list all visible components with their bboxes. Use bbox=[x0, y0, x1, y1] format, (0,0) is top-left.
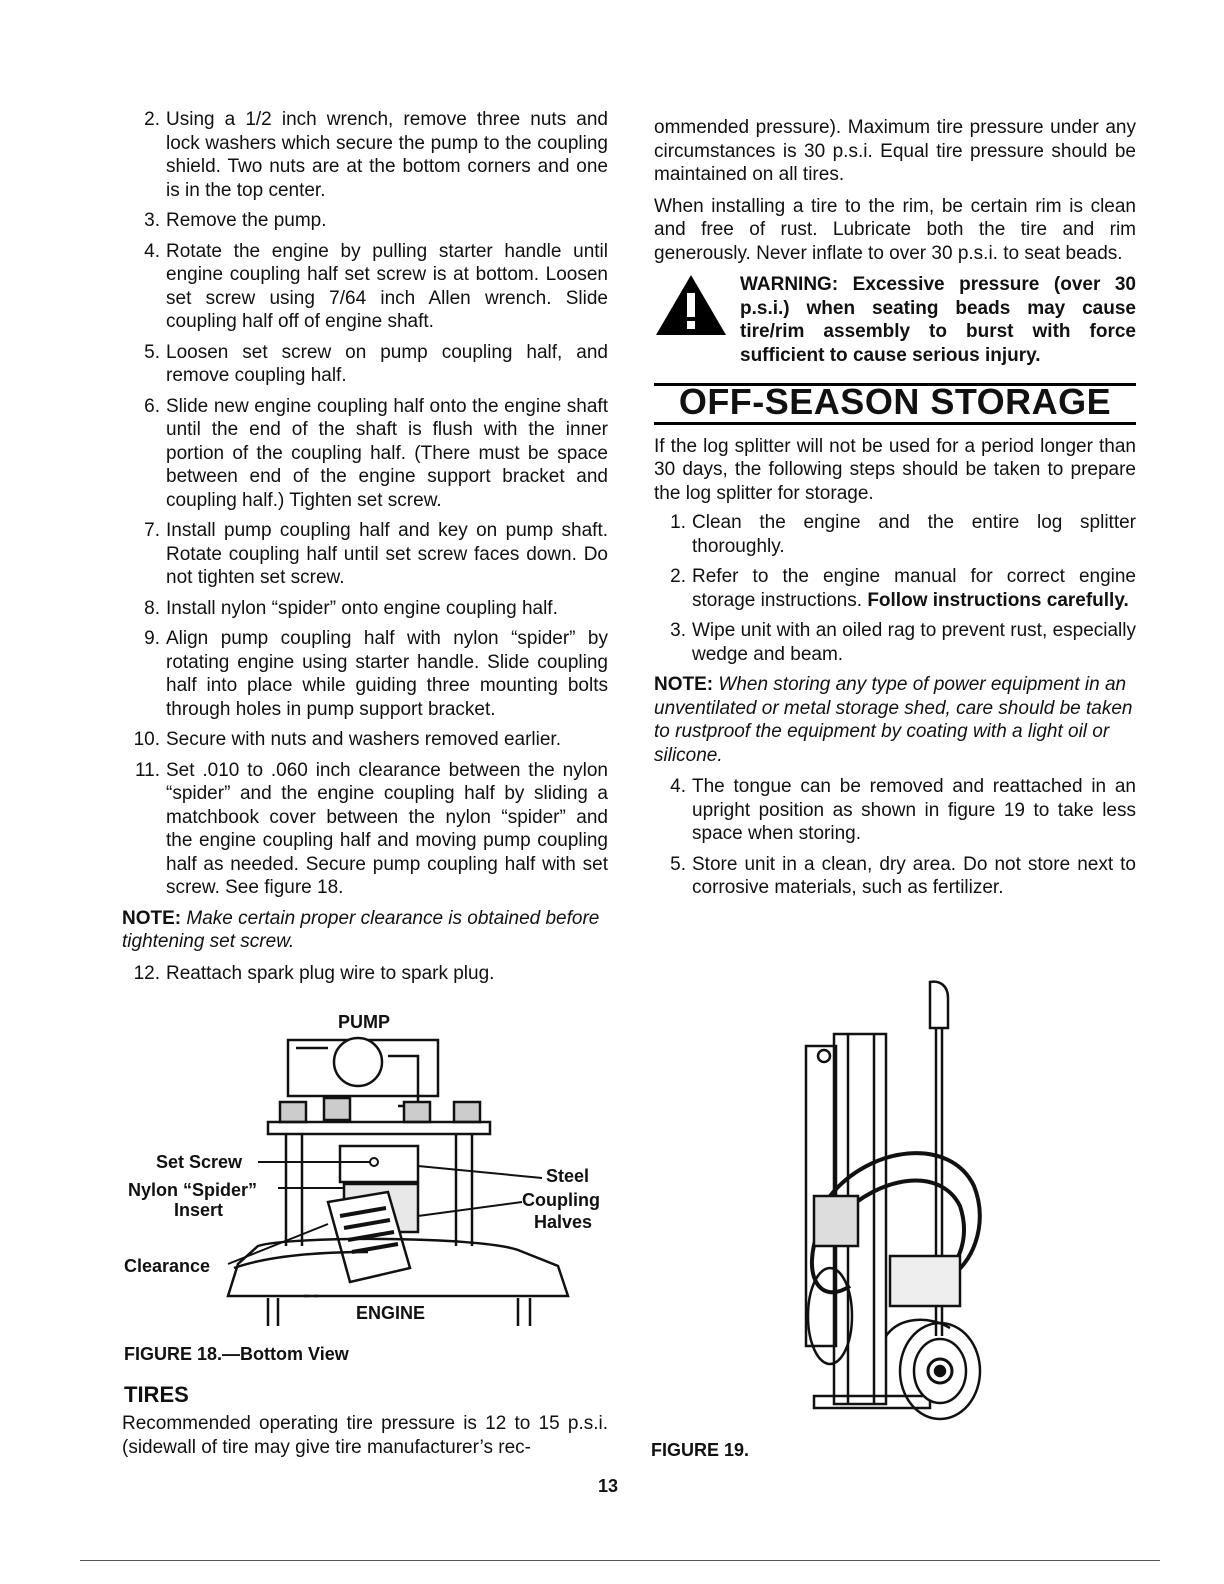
step-number: 5. bbox=[670, 853, 686, 875]
step-text-wrap bbox=[692, 565, 1136, 612]
step-number: 5. bbox=[144, 341, 160, 363]
step-text: Reattach spark plug wire to spark plug. bbox=[166, 962, 495, 984]
step-number: 2. bbox=[670, 566, 686, 587]
figure-18-caption: FIGURE 18.—Bottom View bbox=[124, 1344, 349, 1364]
list-item bbox=[122, 209, 608, 233]
storage-steps-a bbox=[654, 511, 1136, 666]
warning-text: WARNING: Excessive pressure (over 30 p.s.i.) when seating beads may cause tire/rim assembly to burst with force sufficient to cause serious injury. bbox=[740, 274, 1136, 366]
left-steps-list-2 bbox=[122, 962, 608, 986]
warning-block bbox=[654, 273, 1136, 367]
tires-text: Recommended operating tire pressure is 12 to 15 p.s.i. (sidewall of tire may give tire manufacturer’s rec- bbox=[122, 1413, 608, 1458]
list-item bbox=[122, 627, 608, 721]
list-item bbox=[654, 511, 1136, 558]
step-text: Set .010 to .060 inch clearance between the nylon “spider” and the engine coupling half by sliding a matchbook cover between the nylon “spider” and the engine coupling half and moving pump coupling half as needed. Secure pump coupling half with set screw. See figure 18. bbox=[166, 759, 608, 898]
step-number: 4. bbox=[670, 776, 686, 797]
step-text: Using a 1/2 inch wrench, remove three nuts and lock washers which secure the pump to the coupling shield. Two nuts are at the bottom corners and one is in the top center. bbox=[166, 109, 608, 201]
page-number: 13 bbox=[598, 1476, 619, 1496]
figure-19-log-splitter-upright bbox=[790, 976, 990, 1426]
left-steps-list bbox=[122, 108, 608, 900]
halves-label: Halves bbox=[534, 1212, 593, 1232]
right-column bbox=[654, 116, 1136, 907]
figure-19-caption: FIGURE 19. bbox=[651, 1440, 750, 1460]
step-number: 1. bbox=[670, 512, 686, 533]
note-text: Make certain proper clearance is obtained before tightening set screw. bbox=[122, 907, 600, 952]
tire-install-paragraph: When installing a tire to the rim, be certain rim is clean and free of rust. Lubricate both the tire and rim generously. Never inflate to over 30 p.s.i. to seat beads. bbox=[654, 195, 1136, 264]
list-item bbox=[122, 108, 608, 202]
storage-intro: If the log splitter will not be used for a period longer than 30 days, the following steps should be taken to prepare the log splitter for storage. bbox=[654, 435, 1136, 504]
storage-steps-b bbox=[654, 775, 1136, 900]
figure-18-coupling-diagram bbox=[118, 1006, 618, 1336]
insert-label: Insert bbox=[174, 1200, 224, 1220]
step-bold-text: Follow instructions carefully. bbox=[867, 589, 1129, 611]
note-label: NOTE: bbox=[654, 674, 714, 695]
step-number: 7. bbox=[144, 520, 160, 541]
nylon-spider-label: Nylon “Spider” bbox=[128, 1180, 258, 1200]
bottom-rule bbox=[80, 1560, 1160, 1561]
step-number: 10. bbox=[133, 729, 160, 750]
pump-label: PUMP bbox=[338, 1012, 391, 1032]
step-text: Install pump coupling half and key on pump shaft. Rotate coupling half until set screw faces down. Do not tighten set screw. bbox=[166, 520, 608, 588]
list-item bbox=[122, 341, 608, 388]
step-number: 3. bbox=[670, 620, 686, 641]
step-number: 3. bbox=[144, 210, 160, 231]
left-note bbox=[122, 907, 608, 954]
list-item bbox=[122, 962, 608, 986]
clearance-label: Clearance bbox=[124, 1256, 211, 1276]
step-number: 2. bbox=[144, 109, 160, 130]
step-text: Align pump coupling half with nylon “spider” by rotating engine using starter handle. Slide coupling half into place while guiding three mounting bolts through holes in pump support bracket. bbox=[166, 628, 608, 720]
note-label: NOTE: bbox=[122, 907, 182, 929]
step-text: Refer to the engine manual for correct engine storage instructions. bbox=[692, 566, 1136, 611]
step-number: 9. bbox=[144, 628, 160, 649]
set-screw-label: Set Screw bbox=[156, 1152, 243, 1172]
step-number: 11. bbox=[134, 759, 160, 781]
list-item bbox=[122, 240, 608, 334]
list-item bbox=[122, 728, 608, 752]
left-column bbox=[122, 108, 608, 992]
step-number: 6. bbox=[144, 395, 160, 417]
tires-heading: TIRES bbox=[124, 1382, 189, 1407]
step-text: Secure with nuts and washers removed earlier. bbox=[166, 729, 561, 750]
coupling-label: Coupling bbox=[522, 1190, 600, 1210]
step-text: The tongue can be removed and reattached in an upright position as shown in figure 19 to take less space when storing. bbox=[692, 776, 1136, 844]
list-item bbox=[654, 619, 1136, 666]
steel-label: Steel bbox=[546, 1166, 590, 1186]
engine-label: ENGINE bbox=[356, 1303, 426, 1323]
list-item bbox=[122, 519, 608, 590]
step-text: Store unit in a clean, dry area. Do not store next to corrosive materials, such as fertilizer. bbox=[692, 853, 1136, 898]
storage-note bbox=[654, 673, 1136, 767]
tire-pressure-paragraph: ommended pressure). Maximum tire pressure under any circumstances is 30 p.s.i. Equal tire pressure should be maintained on all tires. bbox=[654, 117, 1136, 185]
list-item bbox=[122, 759, 608, 900]
step-text: Loosen set screw on pump coupling half, and remove coupling half. bbox=[166, 341, 608, 386]
step-text: Slide new engine coupling half onto the engine shaft until the end of the shaft is flush with the inner portion of the coupling half. (There must be space between end of the engine support bracket and coupling half.) Tighten set screw. bbox=[166, 395, 608, 511]
off-season-storage-title: OFF-SEASON STORAGE bbox=[654, 383, 1136, 425]
step-text: Rotate the engine by pulling starter handle until engine coupling half set screw is at bottom. Loosen set screw using 7/64 inch Allen wrench. Slide coupling half off of engine shaft. bbox=[166, 240, 608, 332]
step-number: 8. bbox=[144, 597, 160, 619]
list-item bbox=[654, 775, 1136, 846]
step-text: Wipe unit with an oiled rag to prevent rust, especially wedge and beam. bbox=[692, 620, 1136, 665]
step-number: 12. bbox=[133, 962, 160, 984]
list-item bbox=[654, 565, 1136, 612]
step-text: Remove the pump. bbox=[166, 210, 327, 231]
step-number: 4. bbox=[144, 240, 160, 262]
list-item bbox=[122, 395, 608, 513]
step-text: Clean the engine and the entire log splitter thoroughly. bbox=[692, 512, 1136, 557]
list-item bbox=[122, 597, 608, 621]
list-item bbox=[654, 853, 1136, 900]
note-text: When storing any type of power equipment in an unventilated or metal storage shed, care should be taken to rustproof the equipment by coating with a light oil or silicone. bbox=[654, 674, 1133, 766]
warning-triangle-icon bbox=[654, 273, 740, 367]
step-text: Install nylon “spider” onto engine coupling half. bbox=[166, 597, 558, 619]
